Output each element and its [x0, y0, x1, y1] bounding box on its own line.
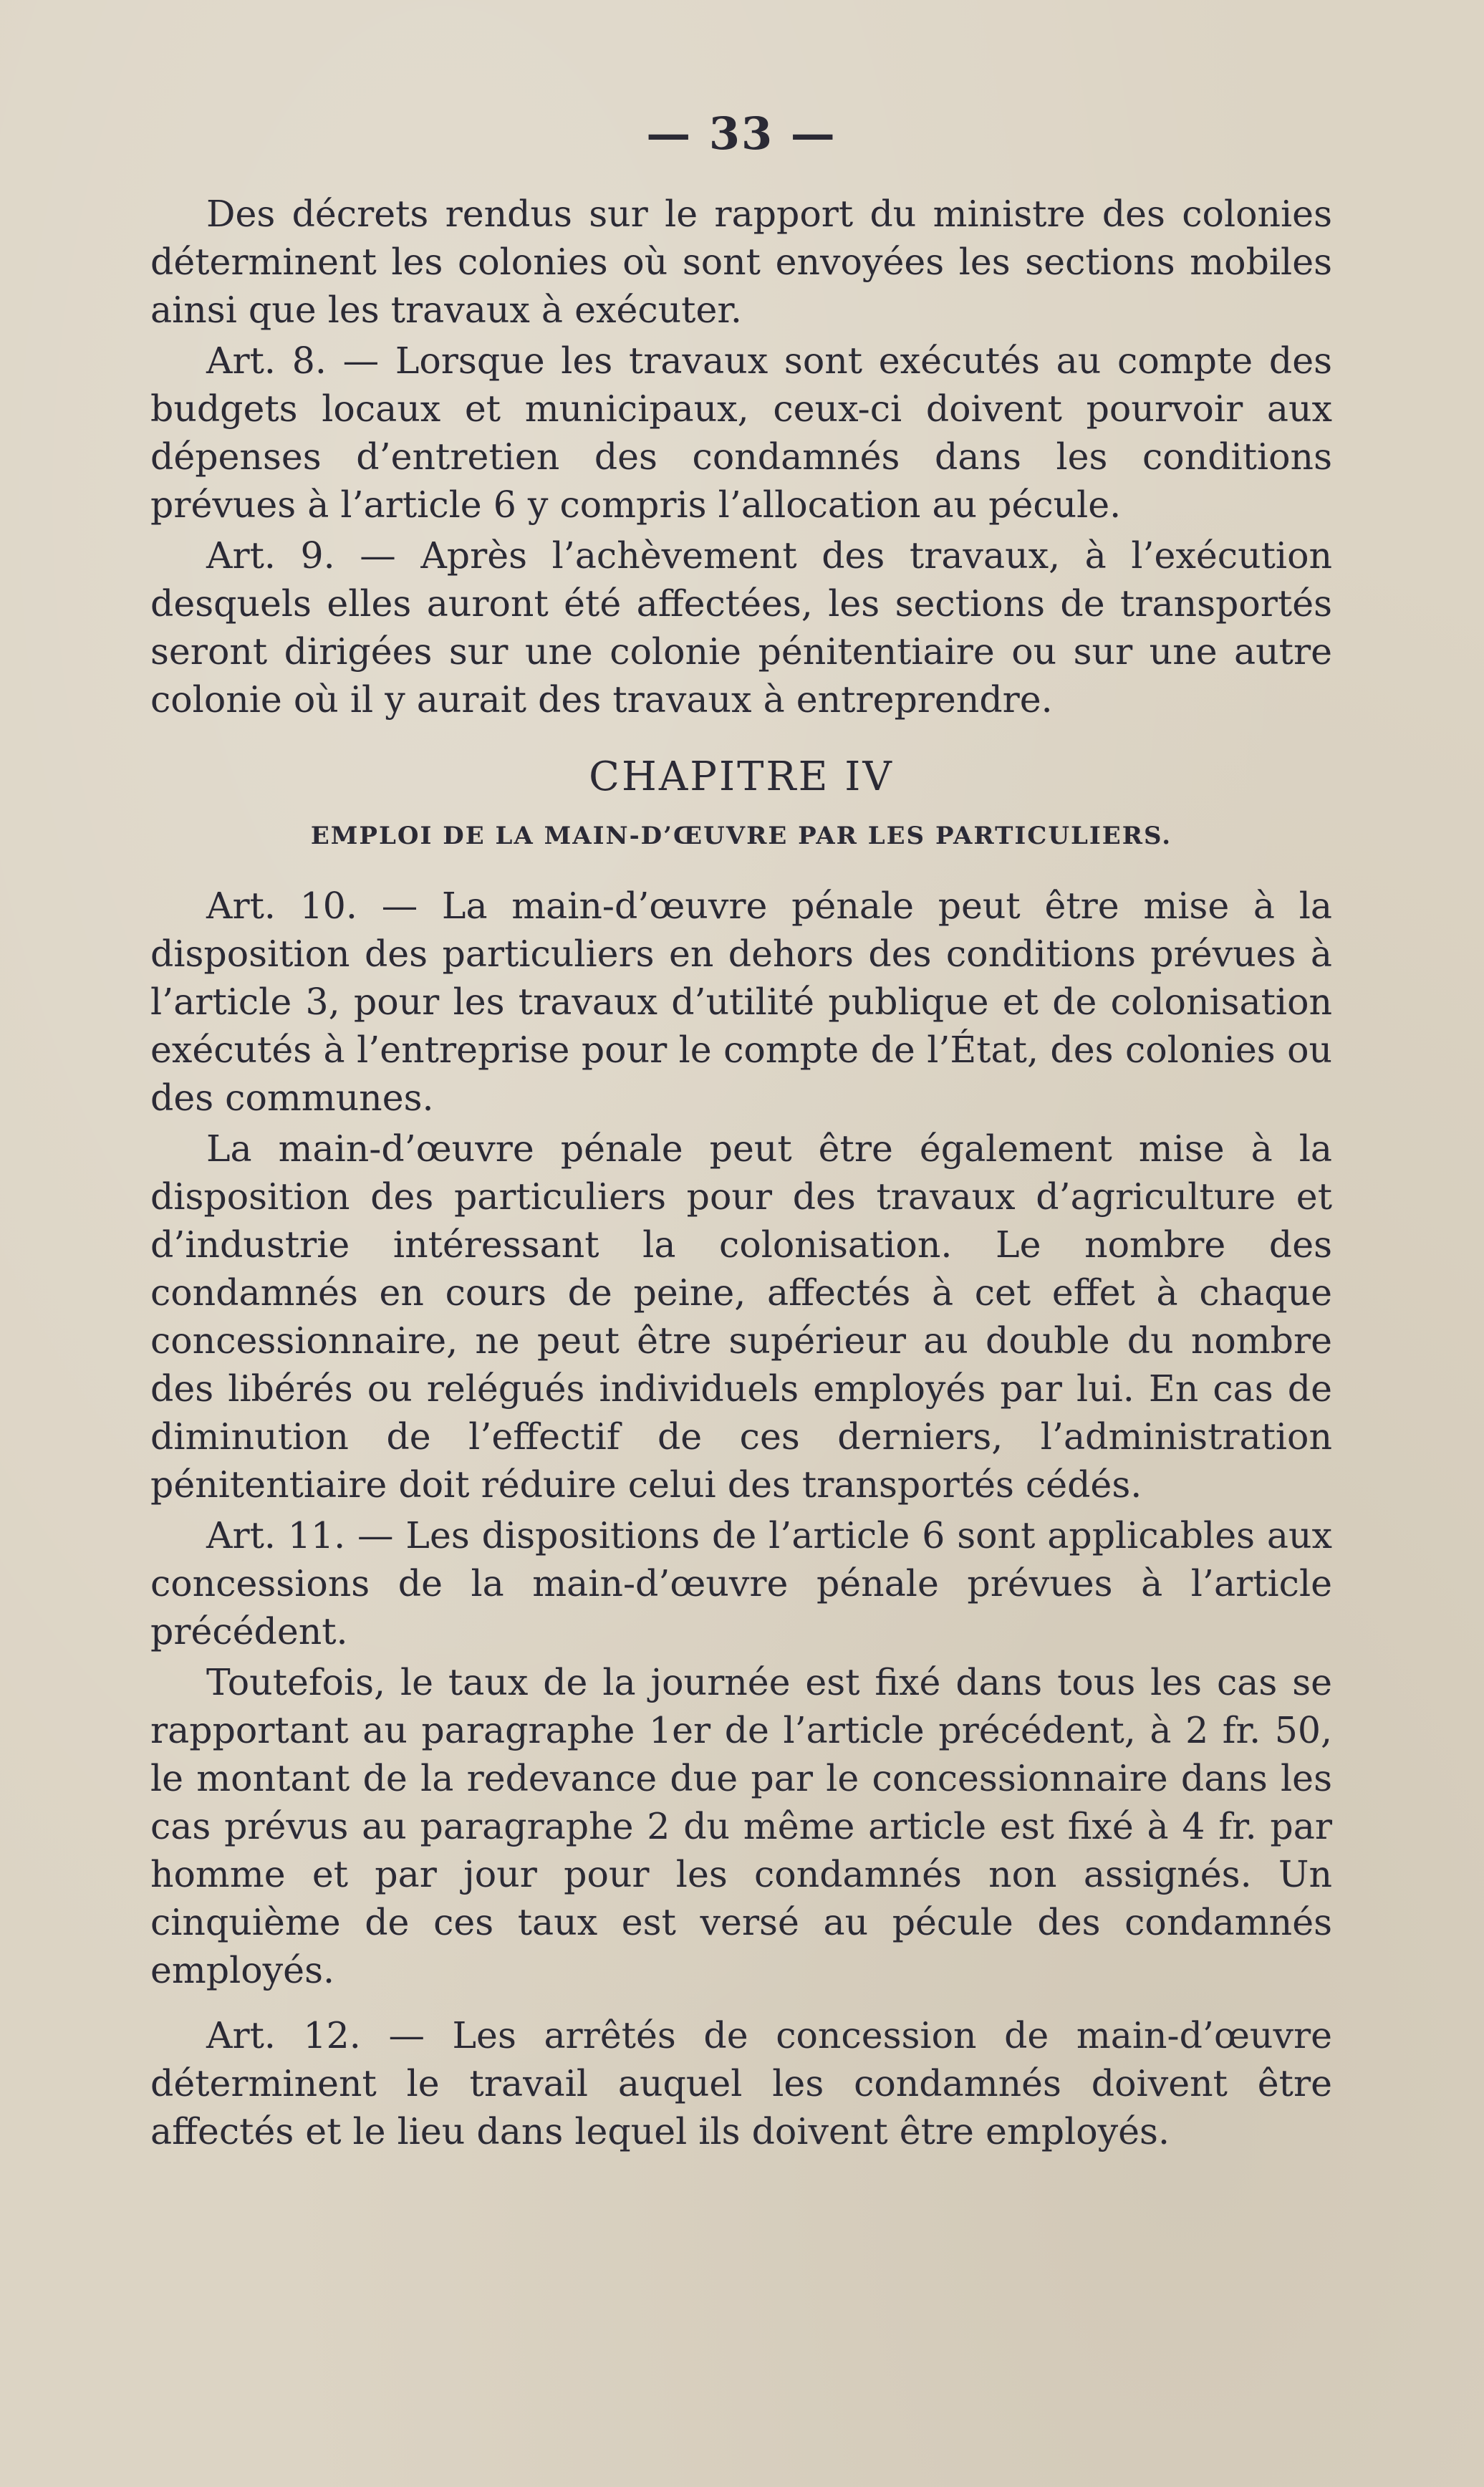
- paragraph-art-10: Art. 10. — La main-d’œuvre pénale peut être mise à la disposition des particuliers en dehors des conditions prévues à l’article 3, pour les travaux d’utilité publique et de colonisation exécutés à l’entreprise pour le compte de l’État, des colonies ou des communes.: [150, 885, 1332, 1119]
- page-number: — 33 —: [646, 107, 837, 160]
- paragraph-art-12: Art. 12. — Les arrêtés de concession de main-d’œuvre déterminent le travail auquel les condamnés doivent être affectés et le lieu dans lequel ils doivent être employés.: [150, 2014, 1332, 2152]
- paragraph-art-8: Art. 8. — Lorsque les travaux sont exécutés au compte des budgets locaux et municipaux, ceux-ci doivent pourvoir aux dépenses d’entretien des condamnés dans les conditions prévues à l’article 6 y compris l’allocation au pécule.: [150, 340, 1332, 526]
- page-content: [150, 107, 1332, 2155]
- paragraph-toutefois: Toutefois, le taux de la journée est fixé dans tous les cas se rapportant au paragraphe 1er de l’article précédent, à 2 fr. 50, le montant de la redevance due par le concessionnaire dans les cas prévus au paragraphe 2 du même article est fixé à 4 fr. par homme et par jour pour les condamnés non assignés. Un cinquième de ces taux est versé au pécule des condamnés employés.: [150, 1661, 1332, 1991]
- chapter-title: CHAPITRE IV: [589, 754, 894, 800]
- chapter-subtitle: EMPLOI DE LA MAIN-D’ŒUVRE PAR LES PARTICULIERS.: [310, 822, 1172, 850]
- paragraph-art-11: Art. 11. — Les dispositions de l’article 6 sont applicables aux concessions de la main-d’œuvre pénale prévues à l’article précédent.: [150, 1514, 1332, 1653]
- paragraph-art-9: Art. 9. — Après l’achèvement des travaux, à l’exécution desquels elles auront été affectées, les sections de transportés seront dirigées sur une colonie pénitentiaire ou sur une autre colonie où il y aurait des travaux à entreprendre.: [150, 534, 1332, 721]
- paragraph-main-oeuvre: La main-d’œuvre pénale peut être également mise à la disposition des particuliers pour des travaux d’agriculture et d’industrie intéressant la colonisation. Le nombre des condamnés en cours de peine, affectés à cet effet à chaque concessionnaire, ne peut être supérieur au double du nombre des libérés ou relégués individuels employés par lui. En cas de diminution de l’effectif de ces derniers, l’administration pénitentiaire doit réduire celui des transportés cédés.: [150, 1127, 1332, 1506]
- paragraph-decrets: Des décrets rendus sur le rapport du ministre des colonies déterminent les colonies où sont envoyées les sections mobiles ainsi que les travaux à exécuter.: [150, 193, 1332, 331]
